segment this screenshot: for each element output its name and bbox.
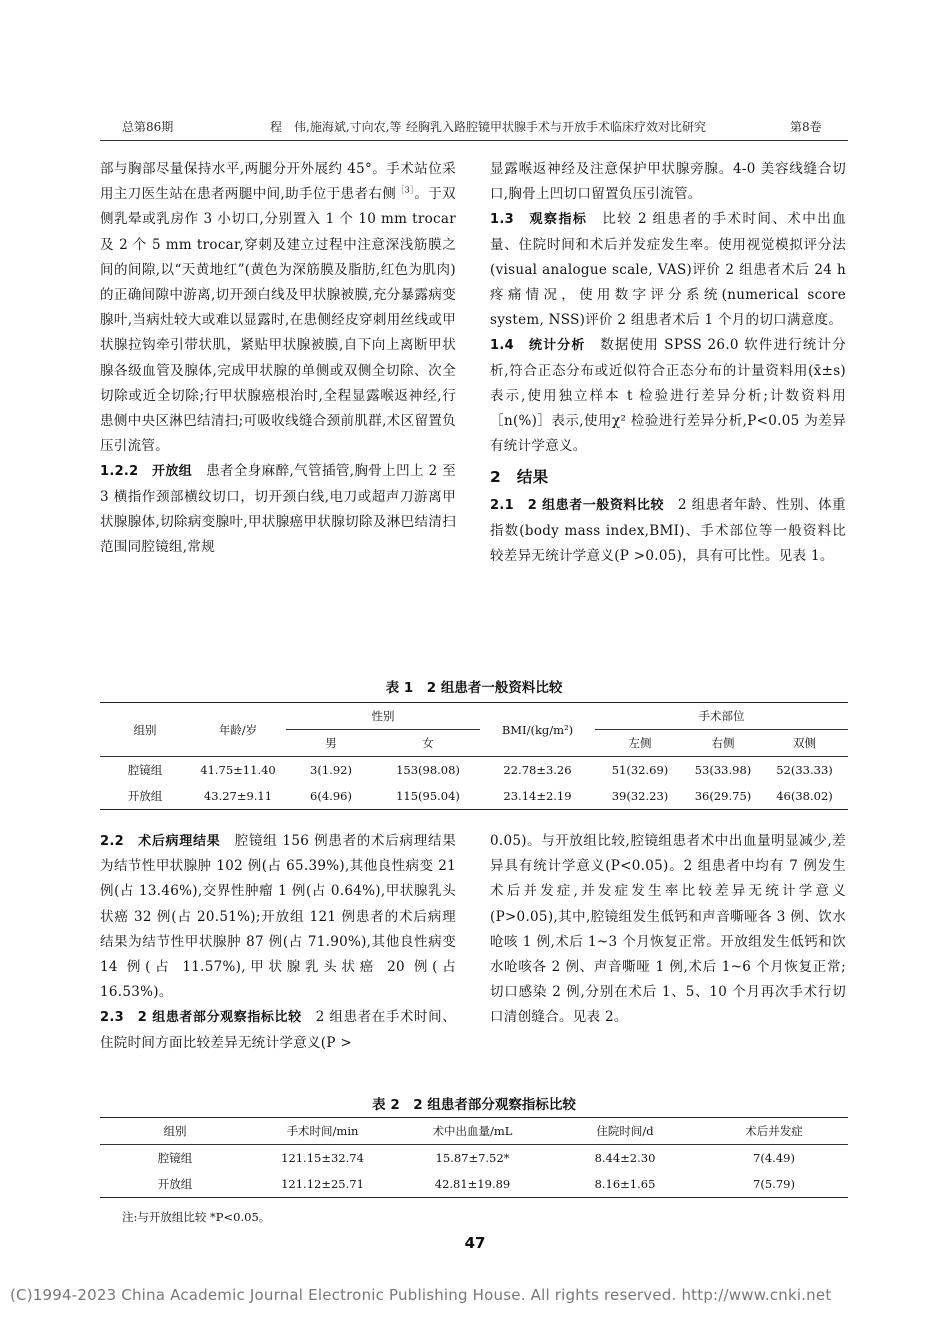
section-2-2: 2.2 术后病理结果 腔镜组 156 例患者的术后病理结果为结节性甲状腺肿 102 例(占 65.39%),其他良性病变 21 例(占 13.46%),交界性肿瘤 1 例(占 0.64%),甲状腺乳头状癌 32 例(占 20.51%);开放组 121 例患者的术后病理结果为结节性甲状腺肿 87 例(占 71.90%),其他良性病变 14 例(占 11.57%),甲状腺乳头状癌 20 例(占 16.53%)。	[100, 833, 456, 1001]
right-column-top	[490, 157, 846, 569]
table-header: 组别	[100, 1118, 250, 1145]
table-header: 手术部位	[595, 703, 848, 730]
table-header: 左侧	[595, 730, 685, 757]
header-rule	[100, 140, 848, 141]
section-1-3: 1.3 观察指标 比较 2 组患者的手术时间、术中出血量、住院时间和术后并发症发生率。使用视觉模拟评分法(visual analogue scale, VAS)评价 2 组患者术后 24 h 疼痛情况，使用数字评分系统(numerical score system, NSS)评价 2 组患者术后 1 个月的切口满意度。	[490, 211, 847, 329]
table-header: 双侧	[761, 730, 848, 757]
table-header: 右侧	[685, 730, 761, 757]
table-2	[100, 1117, 848, 1198]
page-number: 47	[464, 1234, 486, 1252]
table-header: 术后并发症	[700, 1118, 848, 1145]
left-column-middle	[100, 829, 456, 1056]
table-1	[100, 702, 848, 810]
table-row: 开放组 43.27±9.11 6(4.96) 115(95.04) 23.14±2.19 39(32.23) 36(29.75) 46(38.02)	[100, 783, 848, 810]
section-heading: 2.3 2 组患者部分观察指标比较	[100, 1010, 302, 1026]
left-column-top	[100, 157, 456, 560]
table-2-caption: 表 2 2 组患者部分观察指标比较	[372, 1097, 576, 1113]
table-row: 开放组 121.12±25.71 42.81±19.89 8.16±1.65 7(5.79)	[100, 1171, 848, 1198]
paragraph: 显露喉返神经及注意保护甲状腺旁腺。4-0 美容线缝合切口,胸骨上凹切口留置负压引流管。	[490, 161, 846, 203]
table-header: 术中出血量/mL	[395, 1118, 550, 1145]
table-header: 年龄/岁	[190, 703, 286, 757]
table-header: BMI/(kg/m²)	[480, 703, 595, 757]
volume-number: 第8卷	[790, 120, 822, 134]
table-header: 组别	[100, 703, 190, 757]
section-heading: 1.4 统计分析	[490, 338, 586, 354]
table-note: 注:与开放组比较 *P<0.05。	[122, 1210, 271, 1224]
table-row: 腔镜组 41.75±11.40 3(1.92) 153(98.08) 22.78±3.26 51(32.69) 53(33.98) 52(33.33)	[127, 763, 833, 777]
section-heading: 2.2 术后病理结果	[100, 834, 221, 849]
section-2-1: 2.1 2 组患者一般资料比较 2 组患者年龄、性别、体重指数(body mass index,BMI)、手术部位等一般资料比较差异无统计学意义(P >0.05)，具有可比性。见表 1。	[490, 497, 846, 564]
copyright-footer: (C)1994-2023 China Academic Journal Electronic Publishing House. All rights reserved. http://www.cnki.net	[10, 1286, 832, 1304]
table-header: 住院时间/d	[550, 1118, 700, 1145]
table-header: 男	[286, 730, 376, 757]
header-title: 经胸乳入路腔镜甲状腺手术与开放手术临床疗效对比研究	[406, 120, 707, 134]
citation: ［3］	[396, 185, 415, 195]
issue-number: 总第86期	[122, 120, 174, 134]
section-heading: 1.2.2 开放组	[100, 464, 193, 480]
section-2-3: 2.3 2 组患者部分观察指标比较 2 组患者在手术时间、住院时间方面比较差异无统计学意义(P >	[100, 1009, 457, 1051]
table-header: 女	[376, 730, 480, 757]
table-header: 性别	[286, 703, 480, 730]
paragraph: 0.05)。与开放组比较,腔镜组患者术中出血量明显减少,差异具有统计学意义(P<0.05)。2 组患者中均有 7 例发生术后并发症,并发症发生率比较差异无统计学意义(P>0.05),其中,腔镜组发生低钙和声音嘶哑各 3 例、饮水呛咳 1 例,术后 1~3 个月恢复正常。开放组发生低钙和饮水呛咳各 2 例、声音嘶哑 1 例,术后 1~6 个月恢复正常;切口感染 2 例,分别在术后 1、5、10 个月再次手术行切口清创缝合。见表 2。	[490, 833, 846, 1026]
right-column-middle	[490, 829, 846, 1031]
section-2-heading: 2 结果	[490, 468, 549, 487]
section-1-4: 1.4 统计分析 数据使用 SPSS 26.0 软件进行统计分析,符合正态分布或近似符合正态分布的计量资料用(x̄±s)表示,使用独立样本 t 检验进行差异分析;计数资料用［n(%)］表示,使用χ² 检验进行差异分析,P<0.05 为差异有统计学意义。	[490, 337, 846, 455]
section-heading: 1.3 观察指标	[490, 212, 588, 228]
section-1-2-2: 1.2.2 开放组 患者全身麻醉,气管插管,胸骨上凹上 2 至 3 横指作颈部横纹切口，切开颈白线,电刀或超声刀游离甲状腺腺体,切除病变腺叶,甲状腺癌甲状腺切除及淋巴结清扫范围同腔镜组,常规	[100, 463, 456, 556]
header-authors: 程 伟,施海斌,寸向农,等	[270, 120, 402, 134]
table-1-caption: 表 1 2 组患者一般资料比较	[385, 680, 563, 696]
section-heading: 2.1 2 组患者一般资料比较	[490, 498, 664, 514]
paragraph: 部与胸部尽量保持水平,两腿分开外展约 45°。手术站位采用主刀医生站在患者两腿中间,助手位于患者右侧$^{[3]}$。于双侧乳晕或乳房作 3 小切口,分别置入 1 个 10 mm trocar 及 2 个 5 mm trocar,穿刺及建立过程中注意深浅筋膜之间的间隙,以“天黄地红”(黄色为深筋膜及脂肪,红色为肌肉)的正确间隙中游离,切开颈白线及甲状腺被膜,充分暴露病变腺叶,当病灶较大或难以显露时,在患侧经皮穿刺用丝线或甲状腺拉钩牵引带状肌，紧贴甲状腺被膜,自下向上离断甲状腺各级血管及腺体,完成甲状腺的单侧或双侧全切除、次全切除或近全切除;行甲状腺癌根治时,全程显露喉返神经,行患侧中央区淋巴结清扫;可吸收线缝合颈前肌群,术区留置负压引流管。	[100, 161, 456, 455]
table-row: 腔镜组 121.15±32.74 15.87±7.52* 8.44±2.30 7(4.49)	[157, 1151, 795, 1165]
table-header: 手术时间/min	[250, 1118, 395, 1145]
